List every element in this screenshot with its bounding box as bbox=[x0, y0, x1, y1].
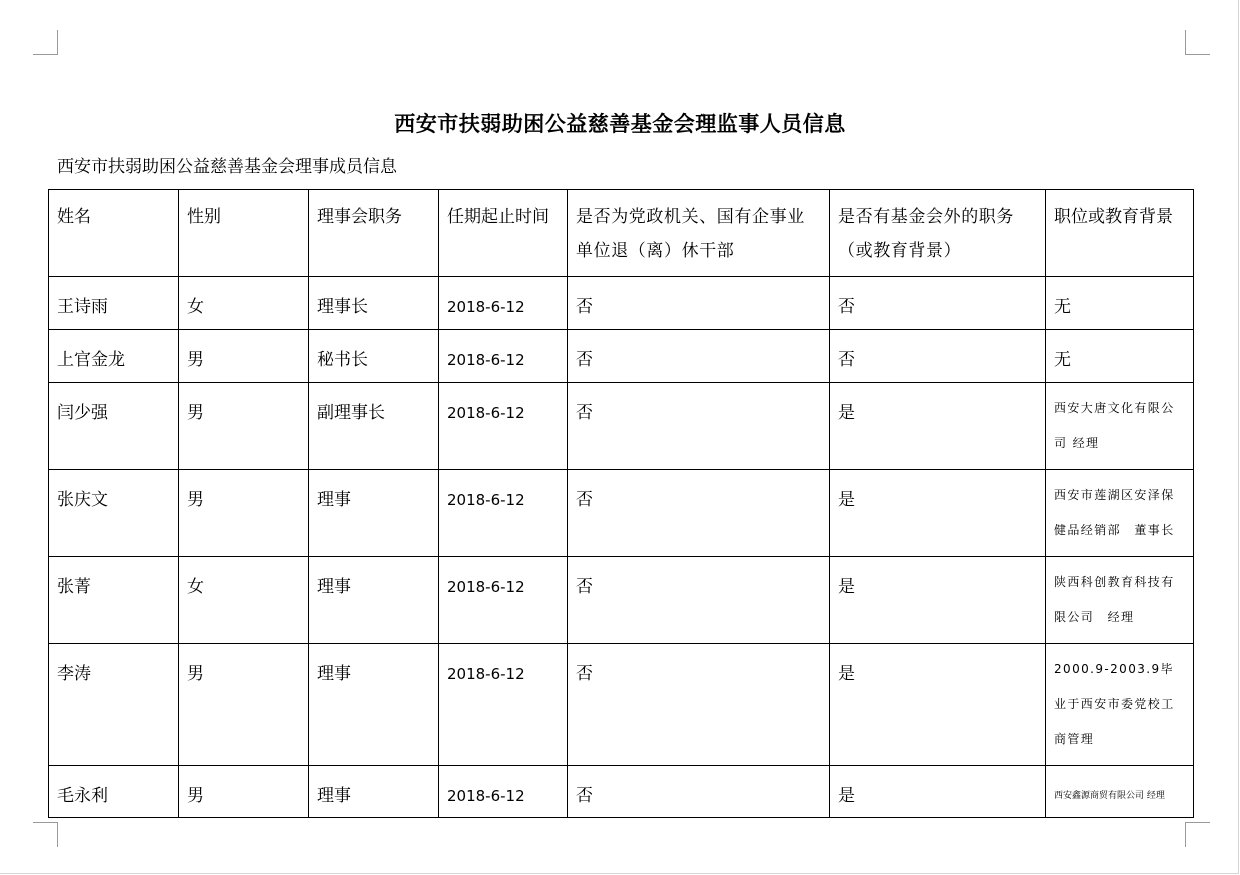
cell-gender: 男 bbox=[179, 766, 309, 818]
cell-term: 2018-6-12 bbox=[439, 557, 568, 644]
cell-term: 2018-6-12 bbox=[439, 470, 568, 557]
margin-corner-bottom-right bbox=[1185, 822, 1210, 847]
cell-background: 无 bbox=[1046, 277, 1194, 330]
cell-outside-role: 是 bbox=[830, 383, 1046, 470]
table-row bbox=[49, 470, 1194, 557]
cell-retired-cadre: 否 bbox=[568, 557, 830, 644]
cell-position: 理事长 bbox=[309, 277, 439, 330]
header-row bbox=[49, 190, 1194, 277]
table-row bbox=[49, 277, 1194, 330]
table-row bbox=[49, 330, 1194, 383]
cell-background: 陕西科创教育科技有限公司 经理 bbox=[1046, 557, 1194, 644]
member-table bbox=[48, 189, 1194, 818]
cell-retired-cadre: 否 bbox=[568, 766, 830, 818]
cell-position: 副理事长 bbox=[309, 383, 439, 470]
cell-term: 2018-6-12 bbox=[439, 330, 568, 383]
cell-background: 西安市莲湖区安泽保健品经销部 董事长 bbox=[1046, 470, 1194, 557]
cell-background: 西安鑫源商贸有限公司 经理 bbox=[1046, 766, 1194, 818]
cell-outside-role: 是 bbox=[830, 644, 1046, 766]
cell-outside-role: 否 bbox=[830, 277, 1046, 330]
header-outside-role: 是否有基金会外的职务（或教育背景） bbox=[830, 190, 1046, 277]
cell-retired-cadre: 否 bbox=[568, 644, 830, 766]
cell-retired-cadre: 否 bbox=[568, 277, 830, 330]
cell-term: 2018-6-12 bbox=[439, 644, 568, 766]
cell-gender: 男 bbox=[179, 470, 309, 557]
cell-name: 张庆文 bbox=[49, 470, 179, 557]
cell-name: 毛永利 bbox=[49, 766, 179, 818]
cell-term: 2018-6-12 bbox=[439, 277, 568, 330]
table-caption: 西安市扶弱助困公益慈善基金会理事成员信息 bbox=[57, 157, 397, 177]
cell-outside-role: 是 bbox=[830, 557, 1046, 644]
cell-background: 无 bbox=[1046, 330, 1194, 383]
cell-outside-role: 否 bbox=[830, 330, 1046, 383]
cell-gender: 女 bbox=[179, 557, 309, 644]
cell-term: 2018-6-12 bbox=[439, 766, 568, 818]
cell-position: 理事 bbox=[309, 470, 439, 557]
cell-gender: 男 bbox=[179, 383, 309, 470]
cell-name: 王诗雨 bbox=[49, 277, 179, 330]
cell-position: 理事 bbox=[309, 766, 439, 818]
cell-position: 理事 bbox=[309, 557, 439, 644]
cell-name: 闫少强 bbox=[49, 383, 179, 470]
cell-retired-cadre: 否 bbox=[568, 383, 830, 470]
margin-corner-top-left bbox=[33, 30, 58, 55]
cell-gender: 女 bbox=[179, 277, 309, 330]
header-term: 任期起止时间 bbox=[439, 190, 568, 277]
margin-corner-top-right bbox=[1185, 30, 1210, 55]
cell-position: 秘书长 bbox=[309, 330, 439, 383]
cell-background: 西安大唐文化有限公司 经理 bbox=[1046, 383, 1194, 470]
cell-name: 张菁 bbox=[49, 557, 179, 644]
cell-retired-cadre: 否 bbox=[568, 470, 830, 557]
cell-position: 理事 bbox=[309, 644, 439, 766]
header-position: 理事会职务 bbox=[309, 190, 439, 277]
header-retired-cadre: 是否为党政机关、国有企事业单位退（离）休干部 bbox=[568, 190, 830, 277]
table-row bbox=[49, 644, 1194, 766]
header-name: 姓名 bbox=[49, 190, 179, 277]
header-background: 职位或教育背景 bbox=[1046, 190, 1194, 277]
cell-background: 2000.9-2003.9毕业于西安市委党校工商管理 bbox=[1046, 644, 1194, 766]
cell-outside-role: 是 bbox=[830, 470, 1046, 557]
table-row bbox=[49, 383, 1194, 470]
cell-name: 上官金龙 bbox=[49, 330, 179, 383]
cell-name: 李涛 bbox=[49, 644, 179, 766]
cell-gender: 男 bbox=[179, 330, 309, 383]
cell-gender: 男 bbox=[179, 644, 309, 766]
cell-outside-role: 是 bbox=[830, 766, 1046, 818]
table-row bbox=[49, 766, 1194, 818]
margin-corner-bottom-left bbox=[33, 822, 58, 847]
table-row bbox=[49, 557, 1194, 644]
document-title: 西安市扶弱助困公益慈善基金会理监事人员信息 bbox=[394, 112, 846, 136]
cell-term: 2018-6-12 bbox=[439, 383, 568, 470]
header-gender: 性别 bbox=[179, 190, 309, 277]
cell-retired-cadre: 否 bbox=[568, 330, 830, 383]
